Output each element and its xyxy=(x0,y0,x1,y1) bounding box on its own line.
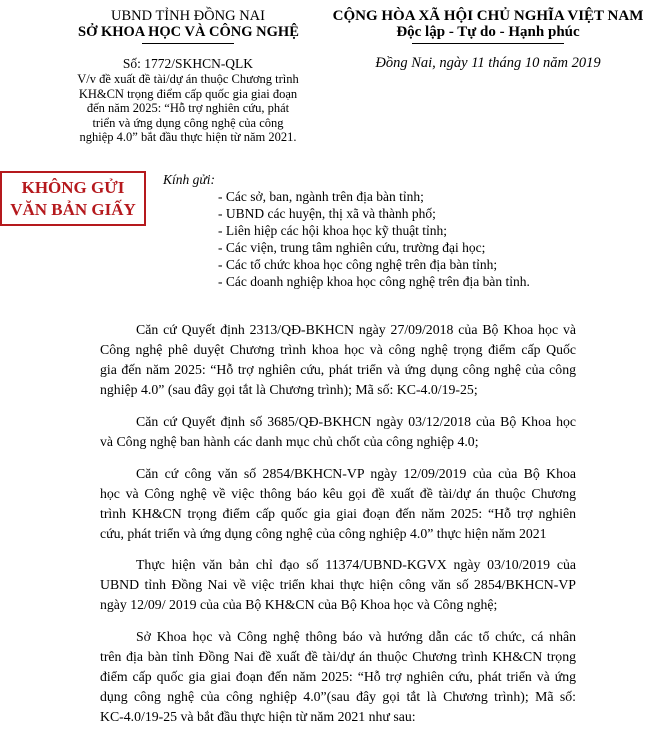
body-line: Căn cứ công văn số 2854/BKHCN-VP ngày 12/09/2019 của của Bộ Khoa xyxy=(136,466,576,481)
body-paragraph-2 xyxy=(100,412,576,452)
recipient-item: - Các tổ chức khoa học công nghệ trên địa bàn tỉnh; xyxy=(218,257,498,272)
subject-line: nghiệp 4.0” bắt đầu thực hiện từ năm 2021. xyxy=(79,130,297,144)
body-line: Căn cứ Quyết định số 3685/QĐ-BKHCN ngày 03/12/2018 của Bộ Khoa học xyxy=(136,414,576,429)
motto: Độc lập - Tự do - Hạnh phúc xyxy=(396,24,580,40)
stamp-line-1: KHÔNG GỬI xyxy=(21,178,125,197)
document-subject xyxy=(58,72,318,145)
body-line: trên địa bàn tỉnh Đồng Nai đề xuất đề tài/dự án thuộc Chương trình KH&CN trọng xyxy=(100,649,576,664)
body-line: nghiệp 4.0” (sau đây gọi tắt là Chương trình); Mã số: KC-4.0/19-25; xyxy=(100,382,478,397)
motto-underline xyxy=(412,43,564,44)
recipient-item: - UBND các huyện, thị xã và thành phố; xyxy=(218,206,436,221)
body-paragraph-3 xyxy=(100,464,576,544)
recipient-item: - Các sở, ban, ngành trên địa bàn tỉnh; xyxy=(218,189,424,204)
stamp-line-2: VĂN BẢN GIẤY xyxy=(10,200,136,219)
department-underline xyxy=(142,43,234,44)
subject-line: đến năm 2025: “Hỗ trợ nghiên cứu, phát xyxy=(86,101,290,115)
subject-line: triển và ứng dụng công nghệ của công xyxy=(92,115,284,130)
document-number: Số: 1772/SKHCN-QLK xyxy=(122,56,254,71)
nation-title: CỘNG HÒA XÃ HỘI CHỦ NGHĨA VIỆT NAM xyxy=(332,8,644,24)
subject-line: V/v đề xuất đề tài/dự án thuộc Chương trình xyxy=(77,72,299,86)
recipient-item: - Các viện, trung tâm nghiên cứu, trường đại học; xyxy=(218,240,486,255)
body-line: ngày 12/09/ 2019 của của Bộ KH&CN của Bộ Khoa học và Công nghệ; xyxy=(100,597,498,612)
body-line: trình KH&CN trọng điểm cấp quốc gia giai đoạn đến năm 2025: “Hỗ trợ nghiên xyxy=(100,506,576,521)
body-line: và Công nghệ ban hành các danh mục chủ chốt của công nghiệp 4.0; xyxy=(100,434,479,449)
body-line: điểm cấp quốc gia giai đoạn đến năm 2025: “Hỗ trợ nghiên cứu, phát triển và ứng xyxy=(100,669,576,684)
place-date: Đồng Nai, ngày 11 tháng 10 năm 2019 xyxy=(375,55,601,71)
body-line: cứu, phát triển và ứng dụng công nghệ của công nghiệp 4.0” thực hiện năm 2021 xyxy=(100,526,547,541)
agency-name: UBND TỈNH ĐỒNG NAI xyxy=(111,8,265,24)
body-line: dụng công nghệ của công nghiệp 4.0”(sau đây gọi tắt là Chương trình); Mã số: xyxy=(100,689,576,704)
body-line: Thực hiện văn bản chỉ đạo số 11374/UBND-KGVX ngày 03/10/2019 của xyxy=(136,557,576,572)
recipient-item: - Liên hiệp các hội khoa học kỹ thuật tỉnh; xyxy=(218,223,448,238)
body-line: Công nghệ phê duyệt Chương trình khoa học và công nghệ trọng điểm cấp Quốc xyxy=(100,342,576,357)
body-line: KC-4.0/19-25 và bắt đầu thực hiện từ năm 2021 như sau: xyxy=(100,709,416,724)
body-line: học và Công nghệ về việc thông báo kêu gọi đề xuất đề tài/dự án thuộc Chương xyxy=(100,486,576,501)
no-paper-stamp xyxy=(0,171,146,226)
recipients-list xyxy=(218,188,530,290)
body-line: Sở Khoa học và Công nghệ thông báo và hướng dẫn các tổ chức, cá nhân xyxy=(136,629,576,644)
body-line: UBND tỉnh Đồng Nai về việc triển khai thực hiện công văn số 2854/BKHCN-VP xyxy=(100,577,576,592)
recipient-item: - Các doanh nghiệp khoa học công nghệ trên địa bàn tỉnh. xyxy=(218,274,530,289)
recipients-label: Kính gửi: xyxy=(163,172,215,187)
subject-line: KH&CN trọng điểm cấp quốc gia giai đoạn xyxy=(78,86,298,101)
body-paragraph-1 xyxy=(100,320,576,400)
body-line: Căn cứ Quyết định 2313/QĐ-BKHCN ngày 27/09/2018 của Bộ Khoa học và xyxy=(136,322,576,337)
body-paragraph-4 xyxy=(100,555,576,615)
department-name: SỞ KHOA HỌC VÀ CÔNG NGHỆ xyxy=(78,24,299,40)
body-paragraph-5 xyxy=(100,627,576,727)
body-line: gia đến năm 2025: “Hỗ trợ nghiên cứu, phát triển và ứng dụng công nghệ của công xyxy=(100,362,576,377)
